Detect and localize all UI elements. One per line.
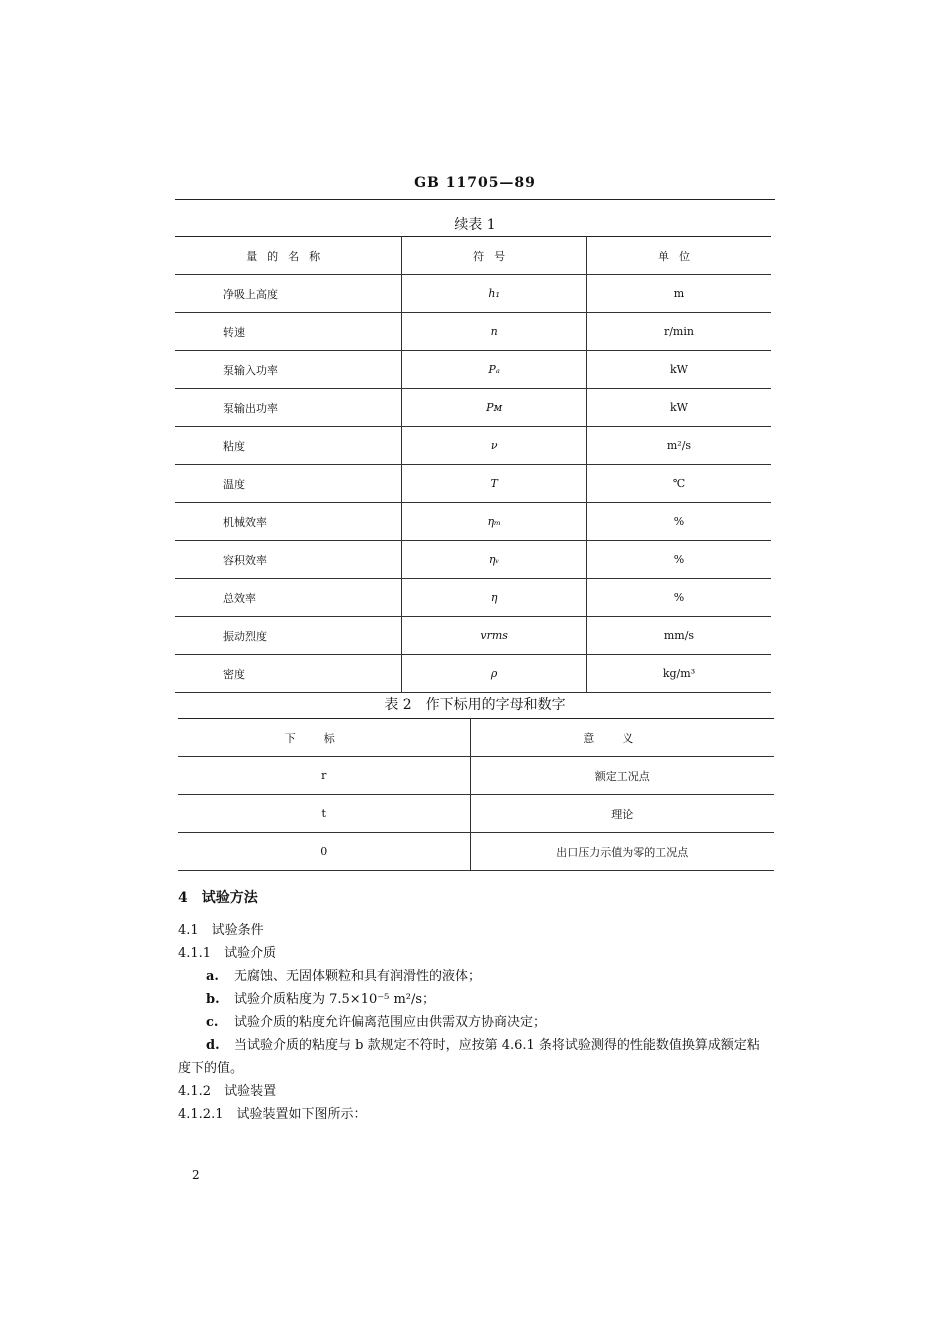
symbol: vrms: [402, 617, 587, 655]
table-row: [175, 465, 771, 503]
item-letter: b.: [206, 992, 220, 1007]
symbol: η: [402, 579, 587, 617]
symbol: ν: [402, 427, 587, 465]
unit: mm/s: [586, 617, 771, 655]
unit: %: [586, 503, 771, 541]
column-header: 量的名称: [175, 237, 402, 275]
subscript: t: [178, 795, 470, 833]
item-letter: d.: [206, 1038, 220, 1053]
quantity-name: 容积效率: [175, 541, 402, 579]
table-row: [175, 655, 771, 693]
quantity-name: 净吸上高度: [175, 275, 402, 313]
list-item: [206, 965, 481, 984]
heading-4-1: 4.1 试验条件: [178, 923, 264, 938]
symbol: Pᴍ: [402, 389, 587, 427]
header-rule: [175, 199, 775, 200]
table-row: [178, 757, 774, 795]
heading-4-1-2: 4.1.2 试验装置: [178, 1084, 277, 1099]
heading-4-1-2-1: 4.1.2.1 试验装置如下图所示：: [178, 1107, 367, 1122]
unit: %: [586, 541, 771, 579]
unit: kg/m³: [586, 655, 771, 693]
column-header: 下标: [178, 719, 470, 757]
unit: m: [586, 275, 771, 313]
table-row: [175, 351, 771, 389]
column-header: 单位: [586, 237, 771, 275]
quantity-name: 温度: [175, 465, 402, 503]
table-row: [178, 833, 774, 871]
symbol: T: [402, 465, 587, 503]
unit: %: [586, 579, 771, 617]
table-row: [175, 541, 771, 579]
meaning: 出口压力示值为零的工况点: [470, 833, 774, 871]
table-header-row: [178, 719, 774, 757]
symbol: ρ: [402, 655, 587, 693]
quantity-name: 粘度: [175, 427, 402, 465]
subscript-table: [178, 718, 774, 871]
subscript: 0: [178, 833, 470, 871]
subscript: r: [178, 757, 470, 795]
item-text: 当试验介质的粘度与 b 款规定不符时，应按第 4.6.1 条将试验测得的性能数值换算成额定粘: [234, 1038, 760, 1053]
section-title: 4 试验方法: [178, 890, 258, 906]
unit: r/min: [586, 313, 771, 351]
table-row: [175, 503, 771, 541]
item-text: 试验介质粘度为 7.5×10⁻⁵ m²/s；: [234, 992, 436, 1007]
symbol: h₁: [402, 275, 587, 313]
table-row: [175, 427, 771, 465]
heading-4-1-1: 4.1.1 试验介质: [178, 946, 277, 961]
item-letter: c.: [206, 1015, 219, 1030]
item-text: 试验介质的粘度允许偏离范围应由供需双方协商决定；: [234, 1015, 547, 1030]
list-item: [206, 988, 435, 1007]
quantity-name: 总效率: [175, 579, 402, 617]
symbol: ηᵥ: [402, 541, 587, 579]
table-row: [175, 617, 771, 655]
table-row: [178, 795, 774, 833]
meaning: 理论: [470, 795, 774, 833]
symbol: Pₐ: [402, 351, 587, 389]
table-header-row: [175, 237, 771, 275]
quantity-name: 机械效率: [175, 503, 402, 541]
list-item: [206, 1034, 760, 1053]
quantity-table: [175, 236, 771, 693]
quantity-name: 泵输出功率: [175, 389, 402, 427]
list-item: [206, 1011, 546, 1030]
quantity-name: 泵输入功率: [175, 351, 402, 389]
table2-caption: 表 2 作下标用的字母和数字: [384, 697, 566, 713]
table-row: [175, 579, 771, 617]
table1-caption: 续表 1: [454, 217, 496, 233]
unit: kW: [586, 389, 771, 427]
quantity-name: 密度: [175, 655, 402, 693]
quantity-name: 振动烈度: [175, 617, 402, 655]
standard-header: GB 11705—89: [414, 175, 536, 191]
column-header: 意义: [470, 719, 774, 757]
unit: m²/s: [586, 427, 771, 465]
item-continuation: 度下的值。: [178, 1061, 244, 1076]
symbol: n: [402, 313, 587, 351]
quantity-name: 转速: [175, 313, 402, 351]
page-number: 2: [192, 1168, 200, 1182]
item-text: 无腐蚀、无固体颗粒和具有润滑性的液体；: [234, 969, 482, 984]
symbol: ηₘ: [402, 503, 587, 541]
table-row: [175, 313, 771, 351]
item-letter: a.: [206, 969, 219, 984]
column-header: 符号: [402, 237, 587, 275]
table-row: [175, 389, 771, 427]
unit: kW: [586, 351, 771, 389]
meaning: 额定工况点: [470, 757, 774, 795]
unit: ℃: [586, 465, 771, 503]
table-row: [175, 275, 771, 313]
